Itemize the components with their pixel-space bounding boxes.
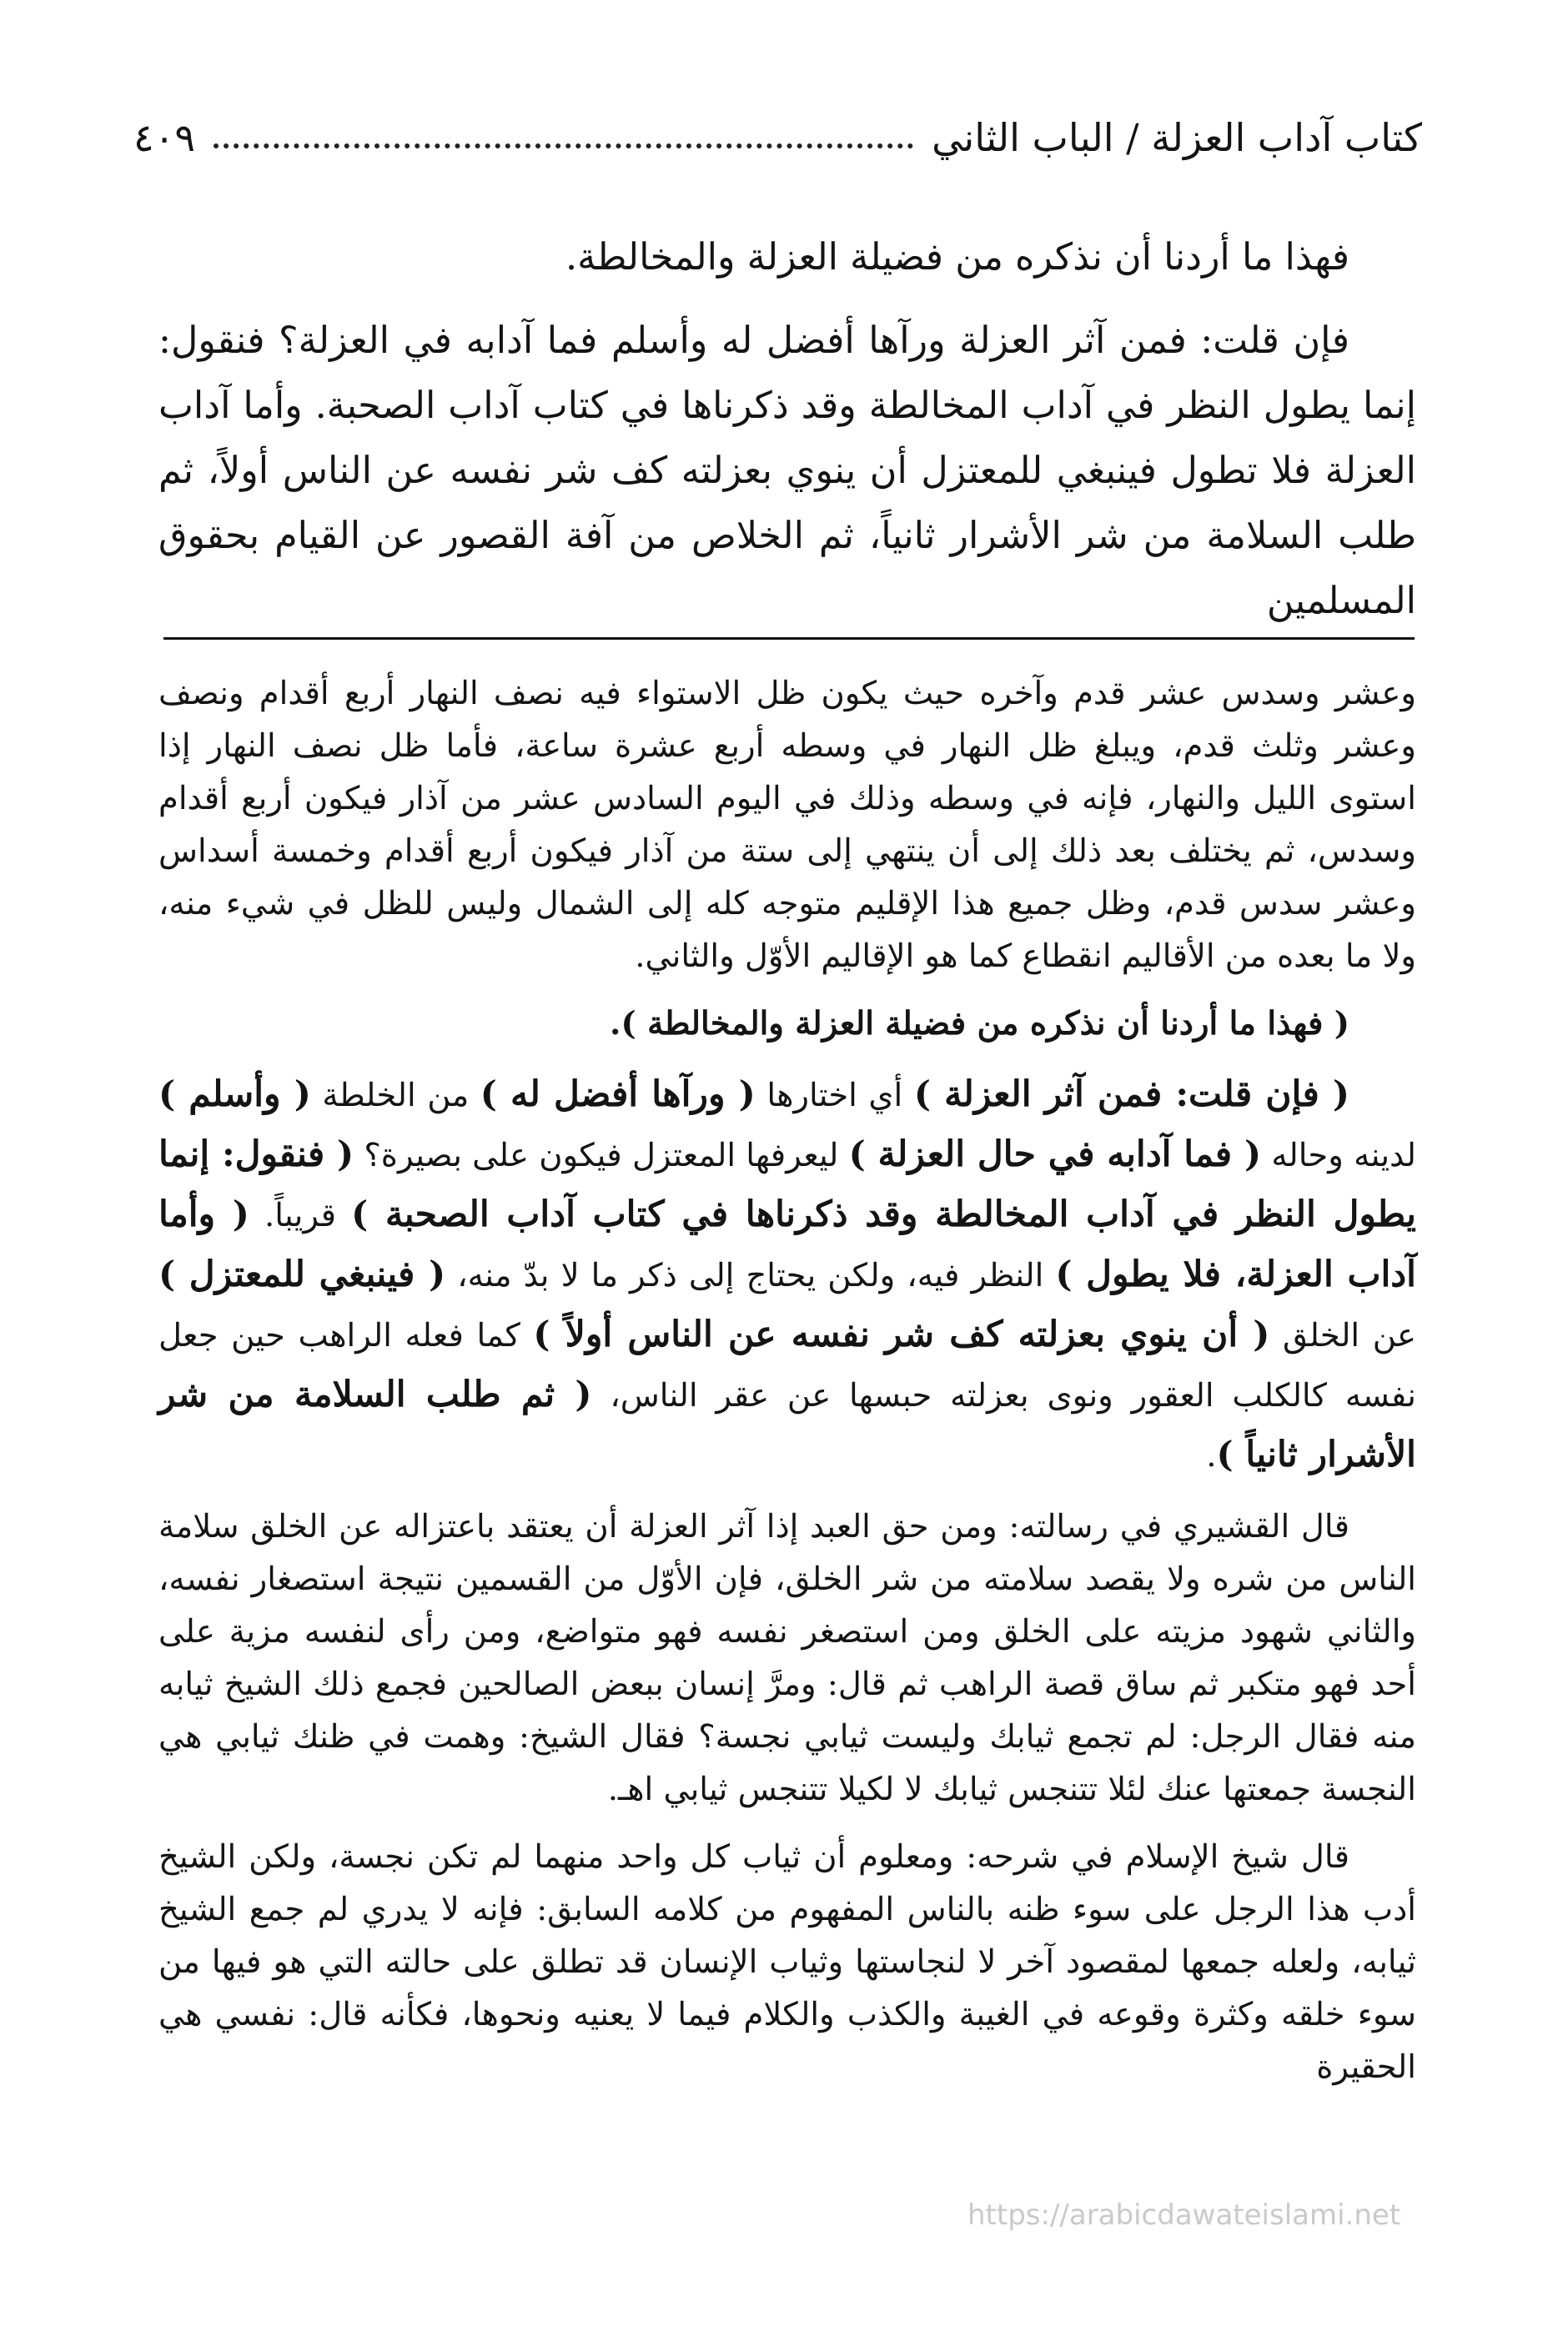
commentary-paragraph: قال القشيري في رسالته: ومن حق العبد إذا آثر العزلة أن يعتقد باعتزاله عن الخلق سلامة الناس من شره ولا يقصد سلامته من شر الخلق، فإن الأوّل من القسمين نتيجة استصغار نفسه، والثاني شهود مزيته على الخلق ومن استصغر نفسه فهو متواضع، ومن رأى لنفسه مزية على أحد فهو متكبر ثم ساق قصة الراهب ثم قال: ومرَّ إنسان ببعض الصالحين فجمع ذلك الشيخ ثيابه منه فقال الرجل: لم تجمع ثيابك وليست ثيابي نجسة؟ فقال الشيخ: وهمت في ظنك ثيابي هي النجسة جمعتها عنك لئلا تتنجس ثيابك لا لكيلا تتنجس ثيابي اهـ. bbox=[158, 1508, 1416, 1808]
explanation-text: كما فعله الراهب حين جعل نفسه كالكلب العقور ونوى بعزلته حبسها عن عقر الناس، bbox=[158, 1317, 1416, 1415]
explanation-text: من الخلطة bbox=[310, 1077, 480, 1114]
page-header bbox=[133, 100, 1422, 175]
main-paragraph: فإن قلت: فمن آثر العزلة ورآها أفضل له وأسلم فما آدابه في العزلة؟ فنقول: إنما يطول النظر في آداب المخالطة وقد ذكرناها في كتاب آداب الصحبة. وأما آداب العزلة فلا تطول فينبغي للمعتزل أن ينوي بعزلته كف شر نفسه عن الناس أولاً، ثم طلب السلامة من شر الأشرار ثانياً، ثم الخلاص من آفة القصور عن القيام بحقوق المسلمين bbox=[158, 319, 1416, 622]
quoted-text: ( ثم طلب السلامة من شر الأشرار ثانياً ) bbox=[158, 1374, 1416, 1475]
dotted-leader bbox=[214, 143, 913, 148]
commentary-paragraph: ( فهذا ما أردنا أن نذكره من فضيلة العزلة والمخالطة ). bbox=[610, 1005, 1349, 1043]
page-number: ٤٠٩ bbox=[133, 115, 196, 160]
quoted-text: ( ورآها أفضل له ) bbox=[480, 1073, 756, 1115]
explanation-text: . bbox=[1206, 1437, 1217, 1475]
quoted-text: ( فما آدابه في حال العزلة ) bbox=[848, 1133, 1262, 1175]
commentary-paragraph: قال شيخ الإسلام في شرحه: ومعلوم أن ثياب كل واحد منهما لم تكن نجسة، ولكن الشيخ أدب هذا الرجل على سوء ظنه بالناس المفهوم من كلامه السابق: فإنه لا يدري لم جمع الشيخ ثيابه، ولعله جمعها لمقصود آخر لا لنجاستها وثياب الإنسان قد تطلق على حالته التي هو فيها من سوء خلقه وكثرة وقوعه في الغيبة والكذب والكلام فيما لا يعنيه ونحوها، فكأنه قال: نفسي هي الحقيرة bbox=[158, 1838, 1416, 2086]
explanation-text: عن الخلق bbox=[1269, 1317, 1416, 1354]
explanation-text: قريباً. bbox=[249, 1197, 352, 1234]
explanation-text: أي اختارها bbox=[755, 1077, 914, 1114]
commentary-paragraph bbox=[158, 1065, 1416, 1485]
main-text bbox=[158, 225, 1416, 634]
quoted-text: ( فنقول: إنما يطول النظر في آداب المخالطة وقد ذكرناها في كتاب آداب الصحبة ) bbox=[158, 1133, 1416, 1235]
quoted-text: ( وأما آداب العزلة، فلا يطول ) bbox=[158, 1194, 1416, 1295]
quoted-text: ( فينبغي للمعتزل ) bbox=[158, 1254, 446, 1295]
main-paragraph: فهذا ما أردنا أن نذكره من فضيلة العزلة والمخالطة. bbox=[565, 236, 1349, 279]
separator-rule bbox=[163, 637, 1415, 640]
commentary-text bbox=[158, 667, 1416, 2093]
explanation-text: ليعرفها المعتزل فيكون على بصيرة؟ bbox=[354, 1137, 849, 1174]
explanation-text: النظر فيه، ولكن يحتاج إلى ذكر ما لا بدّ منه، bbox=[445, 1257, 1056, 1294]
quoted-text: ( فإن قلت: فمن آثر العزلة ) bbox=[913, 1073, 1350, 1115]
quoted-text: ( وأسلم ) bbox=[158, 1073, 311, 1115]
quoted-text: ( أن ينوي بعزلته كف شر نفسه عن الناس أولاً ) bbox=[533, 1314, 1270, 1355]
running-title: كتاب آداب العزلة / الباب الثاني bbox=[932, 115, 1422, 160]
explanation-text: لدينه وحاله bbox=[1261, 1137, 1416, 1174]
watermark-url: https://arabicdawateislami.net bbox=[967, 2199, 1401, 2232]
footnote-paragraph: وعشر وسدس عشر قدم وآخره حيث يكون ظل الاستواء فيه نصف النهار أربع أقدام ونصف وعشر وثلث قدم، ويبلغ ظل النهار في وسطه أربع عشرة ساعة، فأما ظل نصف النهار إذا استوى الليل والنهار، فإنه في وسطه وذلك في اليوم السادس عشر من آذار فيكون أربع أقدام وسدس، ثم يختلف بعد ذلك إلى أن ينتهي إلى ستة من آذار فيكون أربع أقدام وخمسة أسداس وعشر سدس قدم، وظل جميع هذا الإقليم متوجه كله إلى الشمال وليس للظل في شيء منه، ولا ما بعده من الأقاليم انقطاع كما هو الإقاليم الأوّل والثاني. bbox=[158, 675, 1416, 975]
